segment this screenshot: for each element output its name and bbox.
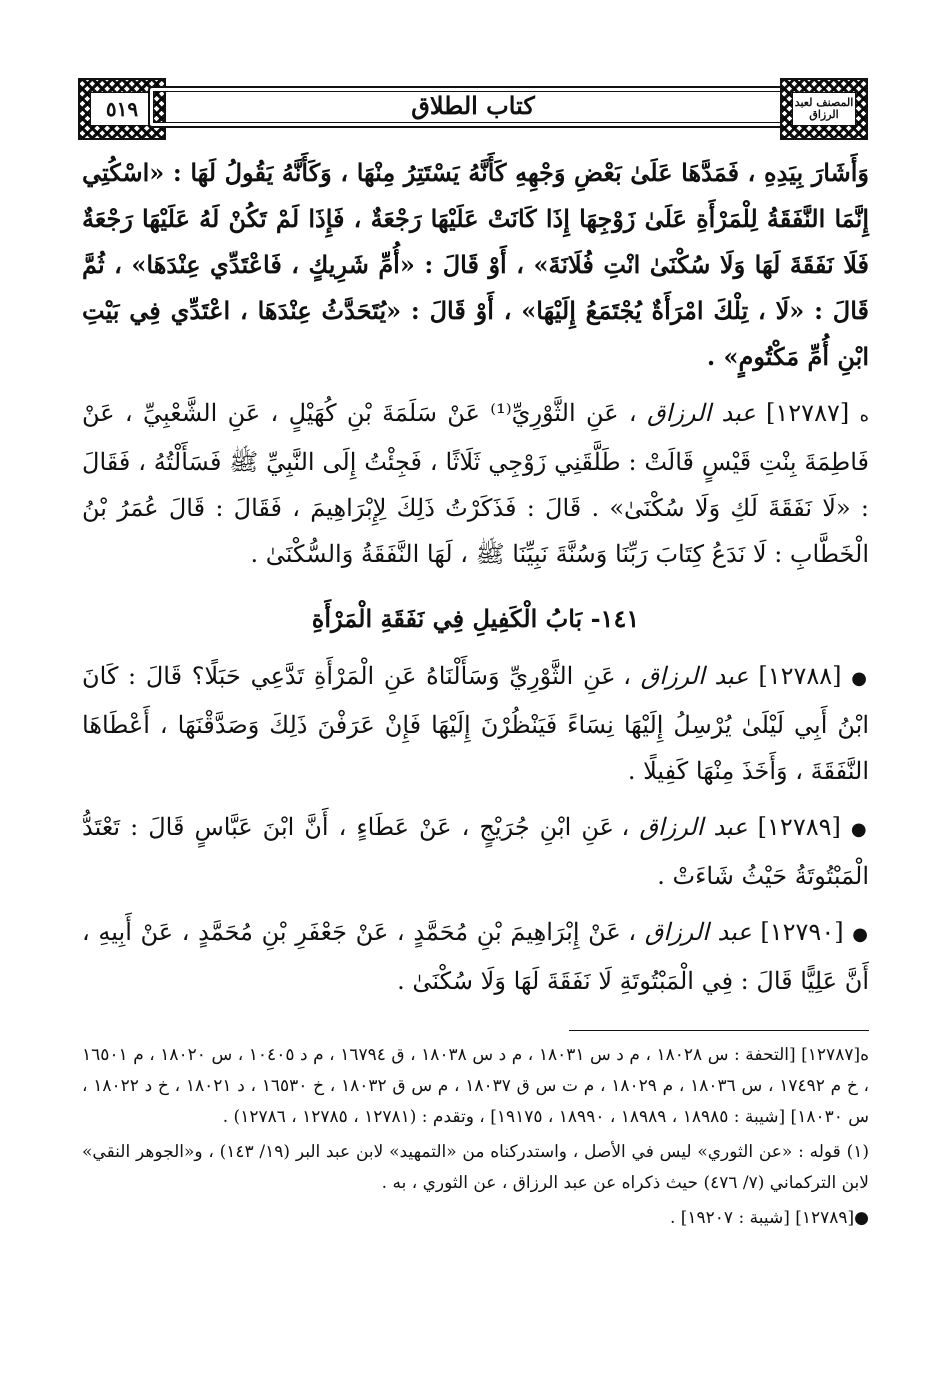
hadith-text: ، عَنْ إِبْرَاهِيمَ بْنِ مُحَمَّدٍ ، عَنْ جَعْفَرِ بْنِ مُحَمَّدٍ ، عَنْ أَبِيهِ ، أَنَّ عَلِيًّا قَالَ : فِي الْمَبْتُوتَةِ لَا نَفَقَةَ لَهَا وَلَا سُكْنَىٰ . (82, 918, 869, 995)
hadith-number: [١٢٧٨٨] (758, 662, 842, 690)
main-text (82, 150, 869, 1014)
hadith-mark: ● (851, 668, 870, 689)
narrator-name: عبد الرزاق (639, 813, 748, 841)
paragraph-continuation (82, 150, 869, 380)
footnote-divider (569, 1030, 869, 1031)
narrator-name: عبد الرزاق (647, 399, 756, 427)
hadith-text: ، عَنِ الثَّوْرِيِّ وَسَأَلْنَاهُ عَنِ الْمَرْأَةِ تَدَّعِي حَبَلًا؟ قَالَ : كَانَ ابْنُ أَبِي لَيْلَىٰ يُرْسِلُ إِلَيْهَا نِسَاءً فَيَنْظُرْنَ إِلَيْهَا فَإِنْ عَرَفْنَ ذَلِكَ وَصَدَّقْنَهَا ، أَعْطَاهَا النَّفَقَةَ ، وَأَخَذَ مِنْهَا كَفِيلًا . (82, 662, 869, 785)
section-heading: ١٤١- بَابُ الْكَفِيلِ فِي نَفَقَةِ الْمَرْأَةِ (311, 604, 640, 633)
hadith-mark: ه (859, 405, 870, 426)
hadith-number: [١٢٧٨٧] (766, 399, 850, 427)
footnotes (82, 1040, 869, 1238)
footnote-1: (١) قوله : «عن الثوري» ليس في الأصل ، واستدركناه من «التمهيد» لابن عبد البر (١٩/ ١٤٣) ، و«الجوهر النقي» لابن التركماني (٧/ ٤٧٦) حيث ذكراه عن عبد الرزاق ، عن الثوري ، به . (82, 1142, 869, 1193)
hadith-mark: ● (852, 924, 869, 945)
paragraph-text: وَأَشَارَ بِيَدِهِ ، فَمَدَّهَا عَلَىٰ بَعْضِ وَجْهِهِ كَأَنَّهُ يَسْتَتِرُ مِنْهَا ، وَكَأَنَّهُ يَقُولُ لَهَا : «اسْكُتِي إِنَّمَا النَّفَقَةُ لِلْمَرْأَةِ عَلَىٰ زَوْجِهَا إِذَا كَانَتْ عَلَيْهَا رَجْعَةٌ ، فَإِذَا لَمْ تَكُنْ لَهُ عَلَيْهَا رَجْعَةٌ فَلَا نَفَقَةَ لَهَا وَلَا سُكْنَىٰ انْتِ فُلَانَةَ» ، أَوْ قَالَ : «أُمِّ شَرِيكٍ ، فَاعْتَدِّي عِنْدَهَا» ، ثُمَّ قَالَ : «لَا ، تِلْكَ امْرَأَةٌ يُجْتَمَعُ إِلَيْهَا» ، أَوْ قَالَ : «يُتَحَدَّثُ عِنْدَهَا ، اعْتَدِّي فِي بَيْتِ ابْنِ أُمِّ مَكْتُومٍ» . (82, 158, 869, 371)
narrator-name: عبد الرزاق (644, 918, 752, 946)
hadith-text: ، عَنِ الثَّوْرِيِّ⁽¹⁾ عَنْ سَلَمَةَ بْنِ كُهَيْلٍ ، عَنِ الشَّعْبِيِّ ، عَنْ فَاطِمَةَ بِنْتِ قَيْسٍ قَالَتْ : طَلَّقَنِي زَوْجِي ثَلَاثًا ، فَجِئْتُ إِلَى النَّبِيِّ ﷺ فَسَأَلْتُهُ ، فَقَالَ : «لَا نَفَقَةَ لَكِ وَلَا سُكْنَىٰ» . قَالَ : فَذَكَرْتُ ذَلِكَ لِإِبْرَاهِيمَ ، فَقَالَ : قَالَ عُمَرُ بْنُ الْخَطَّابِ : لَا نَدَعُ كِتَابَ رَبِّنَا وَسُنَّةَ نَبِيِّنَا ﷺ ، لَهَا النَّفَقَةُ وَالسُّكْنَىٰ . (82, 399, 870, 568)
hadith-12788 (82, 653, 869, 794)
hadith-12789 (82, 804, 869, 899)
chapter-title: كتاب الطلاق (411, 91, 535, 120)
footnote-takhrij-12789: ●[١٢٧٨٩] [شيبة : ١٩٢٠٧] . (669, 1208, 869, 1228)
page-number: ٥١٩ (90, 92, 154, 126)
footnote-takhrij-12787: ه[١٢٧٨٧] [التحفة : س ١٨٠٢٨ ، م د س ١٨٠٣١ ، م د س ١٨٠٣٨ ، ق ١٦٧٩٤ ، م د ١٠٤٠٥ ، س ١٨٠٢٠ ، م ١٦٥٠١ ، خ م ١٧٤٩٢ ، س ١٨٠٣٦ ، م ١٨٠٢٩ ، م ت س ق ١٨٠٣٧ ، م س ق ١٨٠٣٢ ، خ ١٦٥٣٠ ، د ١٨٠٢١ ، خ د ١٨٠٢٢ ، س ١٨٠٣٠] [شيبة : ١٨٩٨٥ ، ١٨٩٨٩ ، ١٨٩٩٠ ، ١٩١٧٥] ، وتقدم : (١٢٧٨١ ، ١٢٧٨٥ ، ١٢٧٨٦) . (82, 1045, 870, 1127)
book-logo: المصنف لعبد الرزاق (792, 92, 856, 126)
hadith-mark: ● (850, 819, 869, 840)
hadith-number: [١٢٧٨٩] (757, 813, 841, 841)
hadith-12787 (82, 390, 869, 577)
book-logo-ornament (780, 78, 868, 140)
hadith-12790 (82, 909, 869, 1004)
hadith-text: ، عَنِ ابْنِ جُرَيْجٍ ، عَنْ عَطَاءٍ ، أَنَّ ابْنَ عَبَّاسٍ قَالَ : تَعْتَدُّ الْمَبْتُوتَةُ حَيْثُ شَاءَتْ . (82, 813, 869, 890)
page-header (78, 78, 868, 136)
narrator-name: عبد الرزاق (640, 662, 749, 690)
hadith-number: [١٢٧٩٠] (760, 918, 844, 946)
